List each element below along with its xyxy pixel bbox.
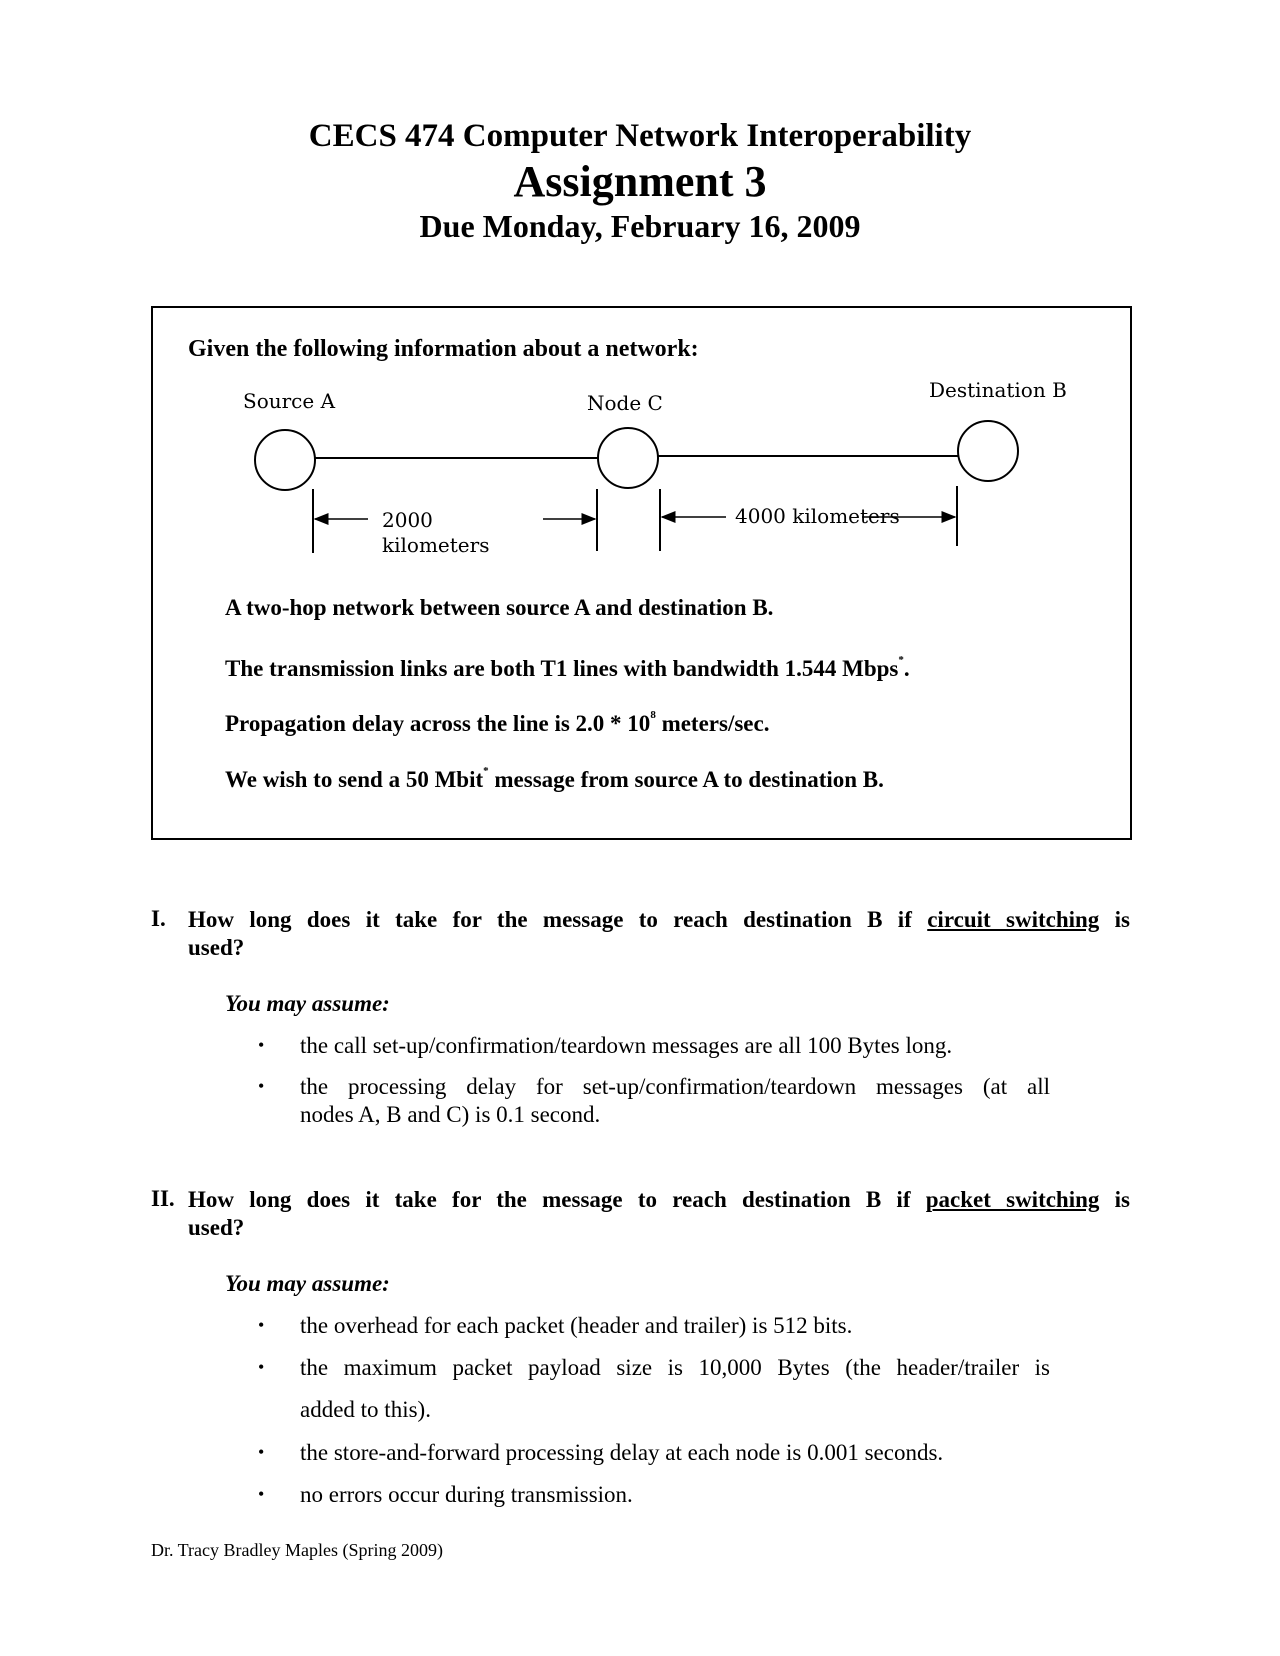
- course-title: CECS 474 Computer Network Interoperability: [308, 118, 972, 154]
- q1-assumption-2: the processing delay for set-up/confirmation/teardown messages (at all nodes A, B and C) is 0.1 second.: [300, 1074, 1050, 1127]
- q1-bullet-2: •: [258, 1076, 265, 1096]
- fact-two-hop: A two-hop network between source A and destination B.: [225, 595, 774, 620]
- fact-propagation: Propagation delay across the line is $2.0 * 10^8$ meters/sec.: [225, 709, 770, 736]
- fact-message-size: We wish to send a 50 Mbit* message from source A to destination B.: [225, 765, 884, 792]
- info-heading: Given the following information about a network:: [188, 336, 699, 362]
- q2-bullet-2: •: [258, 1357, 265, 1377]
- question-1-underlined: circuit switching: [927, 907, 1100, 932]
- question-2-assume-label: You may assume:: [225, 1271, 390, 1296]
- question-1-text: How long does it take for the message to reach destination B if circuit switching is used?: [188, 907, 1131, 960]
- footer-author: Dr. Tracy Bradley Maples (Spring 2009): [151, 1540, 443, 1560]
- distance-1-unit: kilometers: [382, 533, 490, 557]
- q2-bullet-4: •: [258, 1484, 265, 1504]
- question-1-assume-label: You may assume:: [225, 991, 390, 1016]
- q2-bullet-1: •: [258, 1315, 265, 1335]
- node-destination-b: [958, 421, 1018, 481]
- q2-assumption-3: the store-and-forward processing delay at each node is 0.001 seconds.: [300, 1440, 944, 1465]
- node-label-destination-b: Destination B: [929, 378, 1067, 402]
- fact-bandwidth: The transmission links are both T1 lines with bandwidth 1.544 Mbps*.: [225, 654, 910, 681]
- assignment-title: Assignment 3: [513, 157, 767, 206]
- question-2-underlined: packet switching: [925, 1187, 1100, 1212]
- q1-assumption-1: the call set-up/confirmation/teardown messages are all 100 Bytes long.: [300, 1033, 953, 1058]
- q1-bullet-1: •: [258, 1035, 265, 1055]
- q2-assumption-2: the maximum packet payload size is 10,000 Bytes (the header/trailer is added to this).: [300, 1355, 1050, 1422]
- q2-assumption-4: no errors occur during transmission.: [300, 1482, 633, 1507]
- node-label-node-c: Node C: [587, 391, 663, 415]
- question-2-number: II.: [151, 1186, 175, 1211]
- question-1-number: I.: [151, 906, 166, 931]
- question-2-text: How long does it take for the message to reach destination B if packet switching is used?: [188, 1187, 1131, 1240]
- node-label-source-a: Source A: [243, 389, 336, 413]
- q2-assumption-1: the overhead for each packet (header and trailer) is 512 bits.: [300, 1313, 853, 1338]
- distance-1-value: 2000: [382, 508, 433, 532]
- node-c: [598, 428, 658, 488]
- due-date: Due Monday, February 16, 2009: [419, 208, 861, 244]
- distance-2-label: 4000 kilometers: [735, 504, 900, 528]
- node-source-a: [255, 430, 315, 490]
- q2-bullet-3: •: [258, 1442, 265, 1462]
